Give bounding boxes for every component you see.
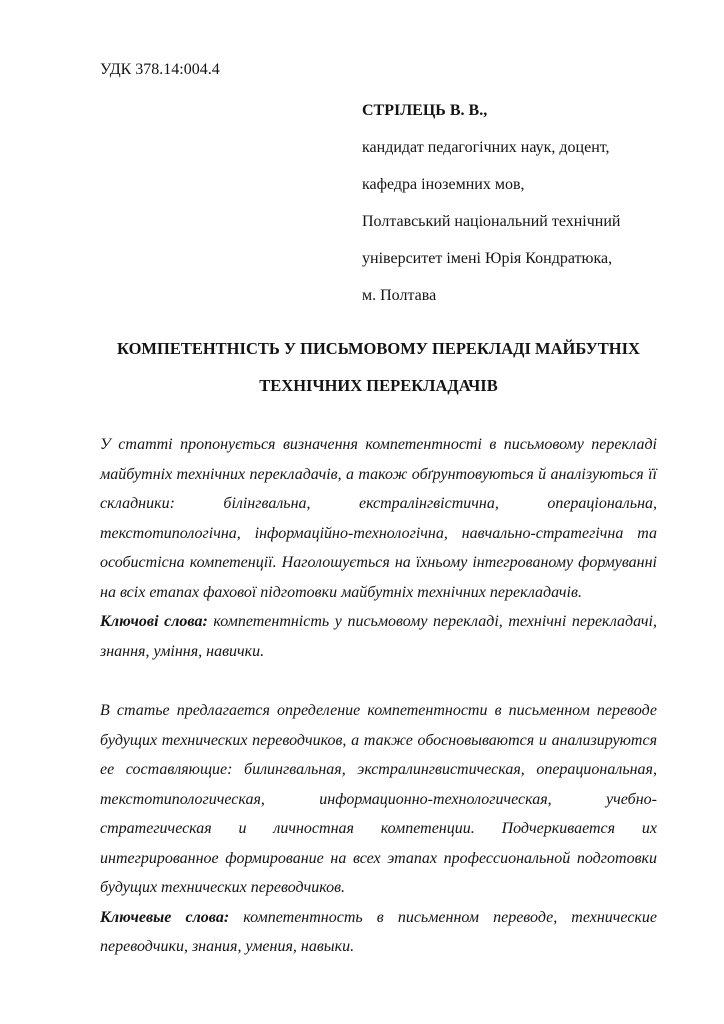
article-title [100,330,657,404]
article-title-line-1: КОМПЕТЕНТНІСТЬ У ПИСЬМОВОМУ ПЕРЕКЛАДІ МАЙБУТНІХ [117,339,640,358]
author-block [362,92,657,314]
article-title-line-2: ТЕХНІЧНИХ ПЕРЕКЛАДАЧІВ [259,376,498,395]
author-city-line: м. Полтава [362,287,437,304]
keywords-russian [100,903,657,962]
keywords-text-ukrainian: компетентність у письмовому перекладі, технічні перекладачі, знання, уміння, навички. [100,613,657,660]
abstract-ukrainian: У статті пропонується визначення компетентності в письмовому перекладі майбутніх технічних перекладачів, а також обґрунтовуються й аналізуються її складники: білінгвальна, екстралінгвістична, операціональна, текстотипологічна, інформаційно-технологічна, навчально-стратегічна та особистісна компетенції. Наголошується на їхньому інтегрованому формуванні на всіх етапах фахової підготовки майбутніх технічних перекладачів. [100,436,657,601]
author-name: СТРІЛЕЦЬ В. В., [362,102,488,119]
author-degree-line: кандидат педагогічних наук, доцент, [362,139,610,156]
keywords-label-ukrainian: Ключові слова: [100,613,208,630]
keywords-ukrainian [100,607,657,666]
author-university-line-1: Полтавський національний технічний [362,213,621,230]
keywords-label-russian: Ключевые слова: [100,908,230,926]
udc-number: УДК 378.14:004.4 [100,61,220,78]
author-university-line-2: університет імені Юрія Кондратюка, [362,250,613,267]
author-department-line: кафедра іноземних мов, [362,176,525,193]
keywords-text-russian: компетентность в письменном переводе, технические переводчики, знания, умения, навыки. [100,908,657,955]
abstract-russian: В статье предлагается определение компетентности в письменном переводе будущих технических переводчиков, а также обосновываются и анализируются ее составляющие: билингвальная, экстралингвистическая, операциональная, текстотипологическая, информационно-технологическая, учебно-стратегическая и личностная компетенции. Подчеркивается их интегрированное формирование на всех этапах профессиональной подготовки будущих технических переводчиков. [100,702,657,896]
